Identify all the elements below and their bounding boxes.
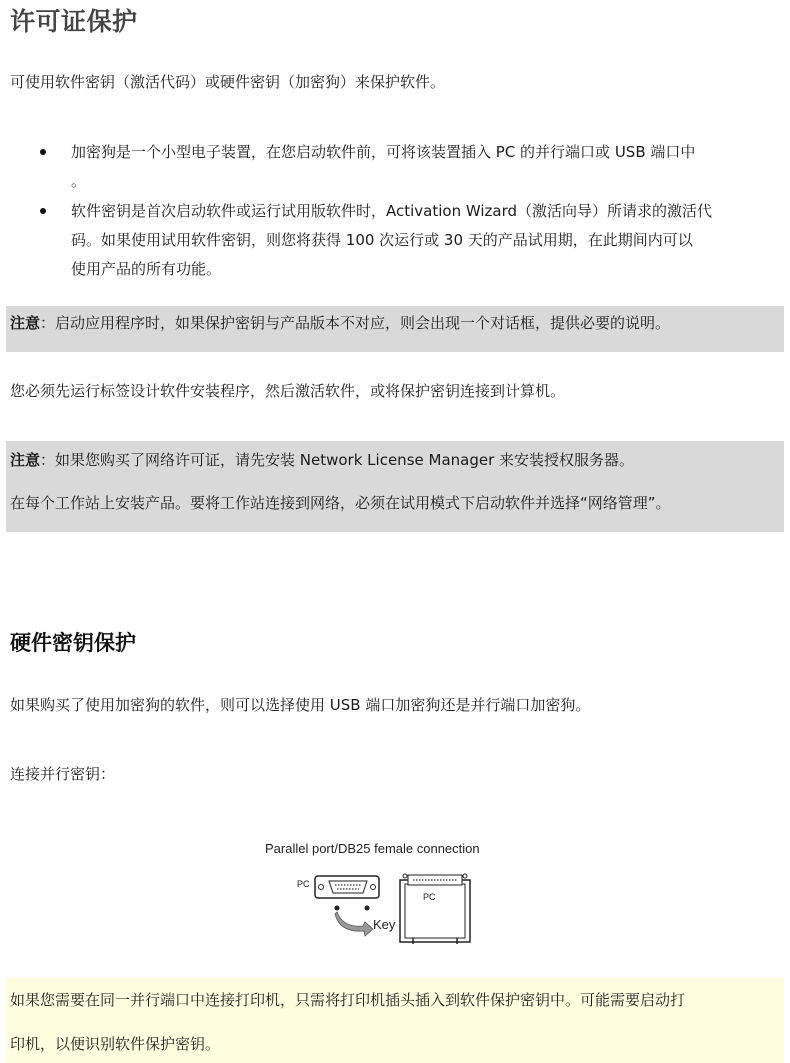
note-box bbox=[6, 306, 784, 352]
intro-paragraph: 可使用软件密钥（激活代码）或硬件密钥（加密狗）来保护软件。 bbox=[10, 73, 446, 91]
tip-text: 印机，以便识别软件保护密钥。 bbox=[10, 1035, 221, 1053]
note-label: 注意 bbox=[10, 314, 41, 332]
list-item-line: 加密狗是一个小型电子装置，在您启动软件前，可将该装置插入 PC 的并行端口或 USB 端口中 bbox=[71, 143, 696, 161]
note-box bbox=[6, 441, 784, 532]
note-text: 在每个工作站上安装产品。要将工作站连接到网络，必须在试用模式下启动软件并选择“网络管理”。 bbox=[10, 494, 671, 512]
usb-paragraph: 如果购买了使用加密狗的软件，则可以选择使用 USB 端口加密狗还是并行端口加密狗。 bbox=[10, 696, 591, 714]
bullet-icon bbox=[40, 208, 46, 214]
pc-label: PC bbox=[423, 892, 436, 902]
list-item-line: 。 bbox=[71, 172, 87, 190]
key-label: Key bbox=[373, 917, 396, 932]
parallel-paragraph: 连接并行密钥： bbox=[10, 765, 116, 783]
page-title: 许可证保护 bbox=[10, 7, 138, 36]
note-label: 注意 bbox=[10, 451, 41, 469]
key-device-icon bbox=[400, 874, 470, 944]
parallel-port-diagram bbox=[255, 836, 515, 948]
list-item-line: 软件密钥是首次启动软件或运行试用版软件时，Activation Wizard（激活向导）所请求的激活代 bbox=[71, 202, 713, 220]
arrow-icon bbox=[335, 906, 374, 937]
bullet-icon bbox=[40, 149, 46, 155]
pc-label: PC bbox=[297, 879, 310, 889]
note-text: ：如果您购买了网络许可证，请先安装 Network License Manager 来安装授权服务器。 bbox=[40, 451, 635, 469]
tip-box bbox=[6, 978, 784, 1063]
note-text: ：启动应用程序时，如果保护密钥与产品版本不对应，则会出现一个对话框，提供必要的说明。 bbox=[40, 314, 671, 332]
tip-text: 如果您需要在同一并行端口中连接打印机，只需将打印机插头插入到软件保护密钥中。可能需要启动打 bbox=[10, 991, 686, 1009]
list-item-line: 使用产品的所有功能。 bbox=[71, 260, 222, 278]
section-title: 硬件密钥保护 bbox=[10, 631, 136, 655]
diagram-caption: Parallel port/DB25 female connection bbox=[265, 841, 480, 856]
list-item-line: 码。如果使用试用软件密钥，则您将获得 100 次运行或 30 天的产品试用期，在此期间内可以 bbox=[71, 231, 693, 249]
pc-port-icon bbox=[315, 876, 379, 898]
install-paragraph: 您必须先运行标签设计软件安装程序，然后激活软件，或将保护密钥连接到计算机。 bbox=[10, 382, 566, 400]
